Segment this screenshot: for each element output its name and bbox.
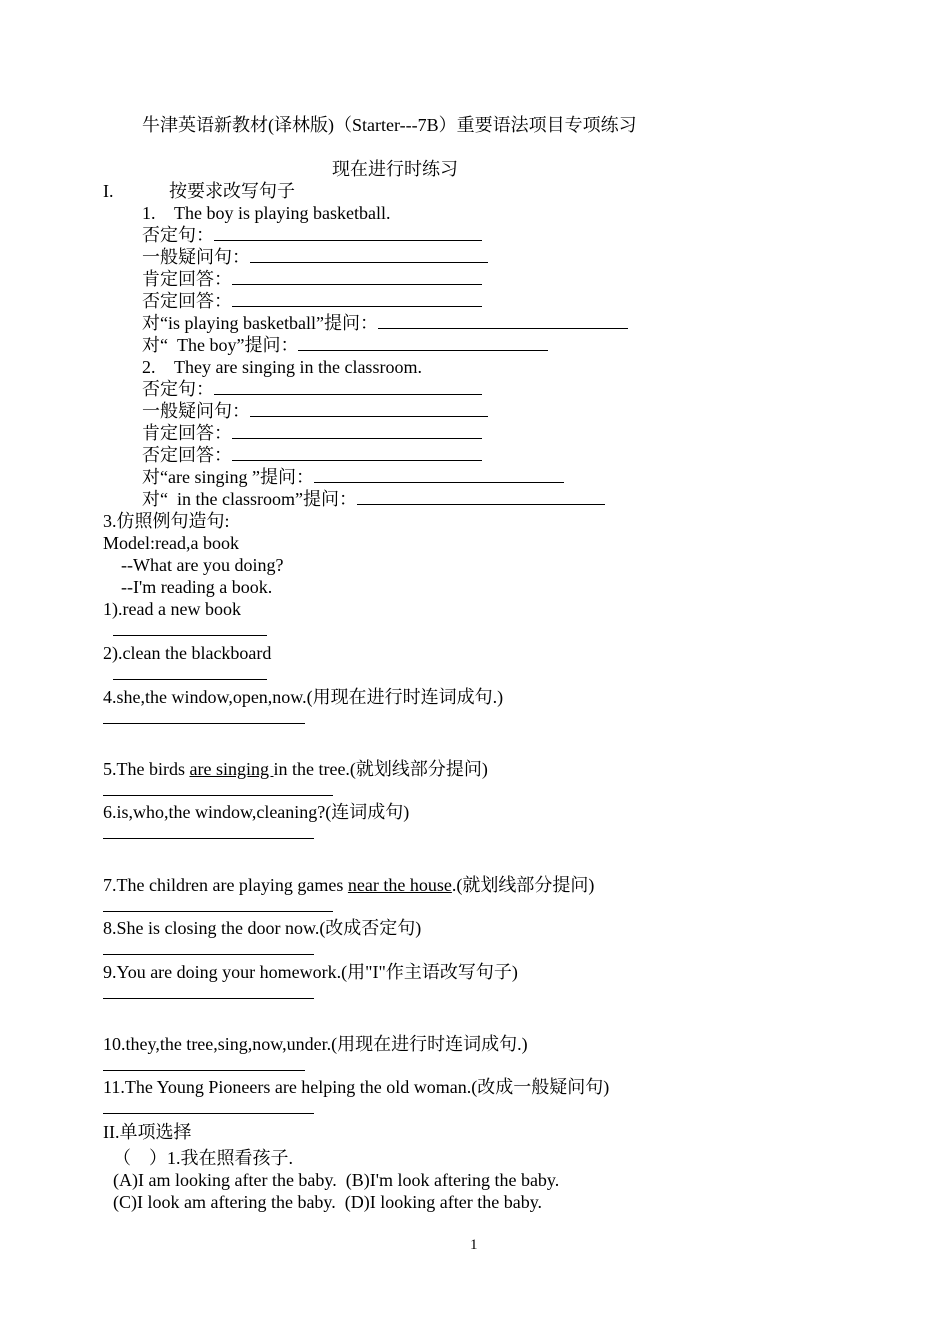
q1-negative-row: [142, 224, 482, 246]
q7-underlined: near the house: [347, 875, 452, 895]
q1-neg-answer-label: 否定回答：: [142, 291, 232, 311]
q8-blank[interactable]: [103, 954, 314, 955]
doc-subtitle: 现在进行时练习: [332, 159, 458, 179]
section-1-title: 按要求改写句子: [169, 181, 295, 201]
q6-text: 6.is,who,the window,cleaning?(连词成句): [103, 802, 410, 822]
q1-negative-blank[interactable]: [214, 224, 482, 241]
q7-text: [103, 874, 594, 896]
q5-underlined: are singing: [189, 759, 274, 779]
q4-blank[interactable]: [103, 723, 305, 724]
q2-ask2-label: 对“ in the classroom”提问：: [142, 489, 357, 509]
q1-neg-answer-blank[interactable]: [232, 290, 482, 307]
q2-ask1-label: 对“are singing ”提问：: [142, 467, 314, 487]
q5-suffix: in the tree.(就划线部分提问): [273, 759, 488, 779]
q1-number: 1.: [142, 203, 156, 223]
q11-text: 11.The Young Pioneers are helping the old woman.(改成一般疑问句): [103, 1077, 610, 1097]
q1-ask1-row: [142, 312, 628, 334]
doc-title: 牛津英语新教材(译林版)（Starter---7B）重要语法项目专项练习: [142, 115, 637, 135]
q3-item-1-blank[interactable]: [113, 635, 267, 636]
mc-q1-options-ab: (A)I am looking after the baby. (B)I'm look aftering the baby.: [113, 1170, 560, 1190]
q3-item-2-blank[interactable]: [113, 679, 267, 680]
q1-pos-answer-row: [142, 268, 482, 290]
section-1-number: I.: [103, 181, 114, 201]
page-number: 1: [470, 1237, 478, 1253]
q2-neg-answer-row: [142, 444, 482, 466]
q1-sentence: The boy is playing basketball.: [174, 203, 391, 223]
q4-text: 4.she,the window,open,now.(用现在进行时连词成句.): [103, 687, 504, 707]
q2-number: 2.: [142, 357, 156, 377]
q2-ask2-blank[interactable]: [357, 488, 605, 505]
section-2-title: II.单项选择: [103, 1122, 192, 1142]
q2-negative-row: [142, 378, 482, 400]
q2-sentence: They are singing in the classroom.: [174, 357, 422, 377]
q1-pos-answer-label: 肯定回答：: [142, 269, 232, 289]
q2-yn-label: 一般疑问句：: [142, 401, 250, 421]
mc-q1-prompt: （ ）1.我在照看孩子.: [113, 1148, 293, 1168]
q1-pos-answer-blank[interactable]: [232, 268, 482, 285]
mc-q1-options-cd: (C)I look am aftering the baby. (D)I looking after the baby.: [113, 1192, 543, 1212]
q2-pos-answer-blank[interactable]: [232, 422, 482, 439]
q2-pos-answer-row: [142, 422, 482, 444]
q2-negative-blank[interactable]: [214, 378, 482, 395]
q5-text: [103, 758, 488, 780]
q2-yn-blank[interactable]: [250, 400, 488, 417]
q3-title: 3.仿照例句造句:: [103, 511, 230, 531]
q1-yn-label: 一般疑问句：: [142, 247, 250, 267]
q7-suffix: .(就划线部分提问): [451, 875, 595, 895]
q1-ask1-label: 对“is playing basketball”提问：: [142, 313, 378, 333]
q2-neg-answer-blank[interactable]: [232, 444, 482, 461]
q10-text: 10.they,the tree,sing,now,under.(用现在进行时连词成句.): [103, 1034, 528, 1054]
q1-negative-label: 否定句：: [142, 225, 214, 245]
q2-yn-row: [142, 400, 488, 422]
q3-model-question: --What are you doing?: [121, 555, 284, 575]
q11-blank[interactable]: [103, 1113, 314, 1114]
q1-ask2-label: 对“ The boy”提问：: [142, 335, 299, 355]
q1-ask1-blank[interactable]: [378, 312, 628, 329]
q9-blank[interactable]: [103, 998, 314, 999]
q1-yn-row: [142, 246, 488, 268]
q1-ask2-blank[interactable]: [298, 334, 548, 351]
q1-yn-blank[interactable]: [250, 246, 488, 263]
q10-blank[interactable]: [103, 1070, 305, 1071]
q8-text: 8.She is closing the door now.(改成否定句): [103, 918, 422, 938]
q1-neg-answer-row: [142, 290, 482, 312]
q2-ask1-blank[interactable]: [314, 466, 564, 483]
q2-pos-answer-label: 肯定回答：: [142, 423, 232, 443]
q2-negative-label: 否定句：: [142, 379, 214, 399]
q7-blank[interactable]: [103, 911, 333, 912]
q3-item-2: 2).clean the blackboard: [103, 643, 272, 663]
q5-blank[interactable]: [103, 795, 333, 796]
q3-model: Model:read,a book: [103, 533, 239, 553]
q6-blank[interactable]: [103, 838, 314, 839]
q1-ask2-row: [142, 334, 548, 356]
q5-prefix: 5.The birds: [103, 759, 190, 779]
q3-model-answer: --I'm reading a book.: [121, 577, 273, 597]
q3-item-1: 1).read a new book: [103, 599, 241, 619]
q2-ask1-row: [142, 466, 564, 488]
q9-text: 9.You are doing your homework.(用"I"作主语改写句子): [103, 962, 518, 982]
q2-neg-answer-label: 否定回答：: [142, 445, 232, 465]
q2-ask2-row: [142, 488, 605, 510]
q7-prefix: 7.The children are playing games: [103, 875, 348, 895]
